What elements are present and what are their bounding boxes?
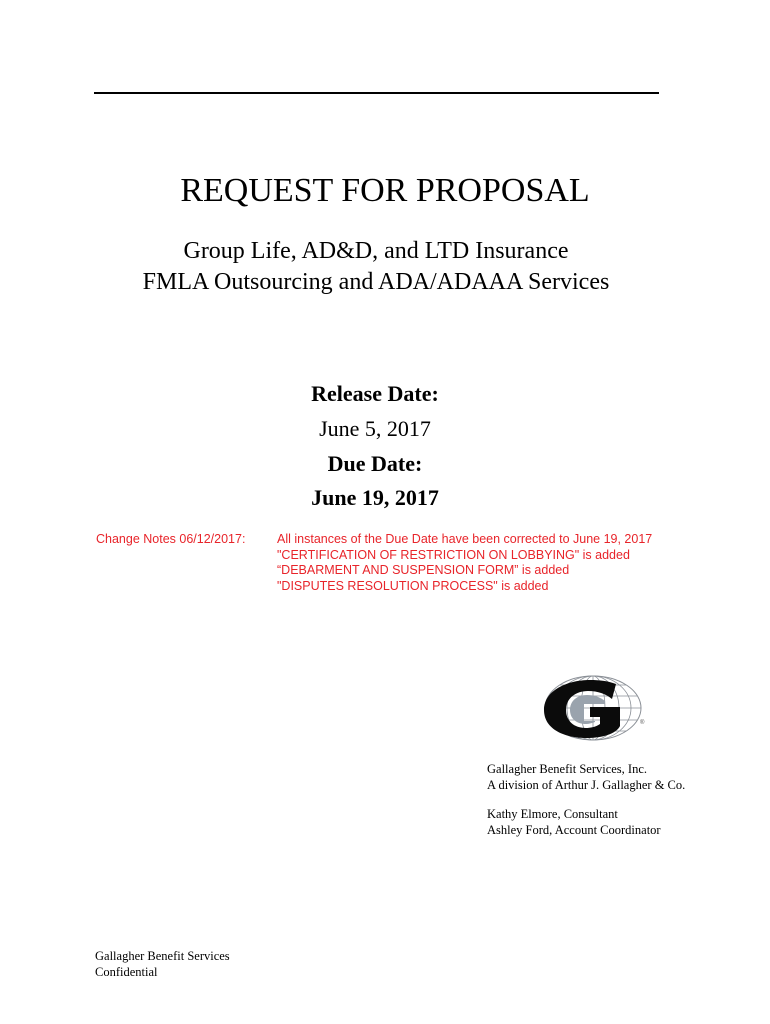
footer	[95, 948, 230, 980]
contact-consultant: Kathy Elmore, Consultant	[487, 807, 618, 821]
subtitle-line-2: FMLA Outsourcing and ADA/ADAAA Services	[142, 269, 610, 295]
change-notes-list	[277, 532, 652, 594]
due-date-value: June 19, 2017	[311, 485, 439, 510]
page-title: REQUEST FOR PROPOSAL	[180, 172, 590, 209]
top-divider-line	[94, 92, 659, 94]
change-notes-label: Change Notes 06/12/2017:	[96, 532, 246, 546]
subtitle-line-1: Group Life, AD&D, and LTD Insurance	[183, 238, 569, 264]
change-note-item: All instances of the Due Date have been corrected to June 19, 2017	[277, 532, 653, 546]
contacts-info	[487, 806, 661, 838]
due-date-label: Due Date:	[327, 451, 423, 476]
change-note-item: "DISPUTES RESOLUTION PROCESS" is added	[277, 578, 549, 593]
contact-coordinator: Ashley Ford, Account Coordinator	[487, 823, 661, 837]
company-name: Gallagher Benefit Services, Inc.	[487, 762, 648, 776]
company-division: A division of Arthur J. Gallagher & Co.	[487, 778, 686, 792]
company-info	[487, 761, 685, 793]
change-note-item: "CERTIFICATION OF RESTRICTION ON LOBBYING" is added	[277, 547, 630, 562]
footer-confidential: Confidential	[95, 965, 158, 979]
release-date-value: June 5, 2017	[319, 416, 431, 441]
change-note-item: “DEBARMENT AND SUSPENSION FORM” is added	[277, 563, 570, 577]
gallagher-globe-logo-icon	[540, 674, 646, 744]
svg-text:®: ®	[640, 720, 645, 726]
release-date-label: Release Date:	[311, 381, 439, 406]
footer-company: Gallagher Benefit Services	[95, 949, 230, 963]
